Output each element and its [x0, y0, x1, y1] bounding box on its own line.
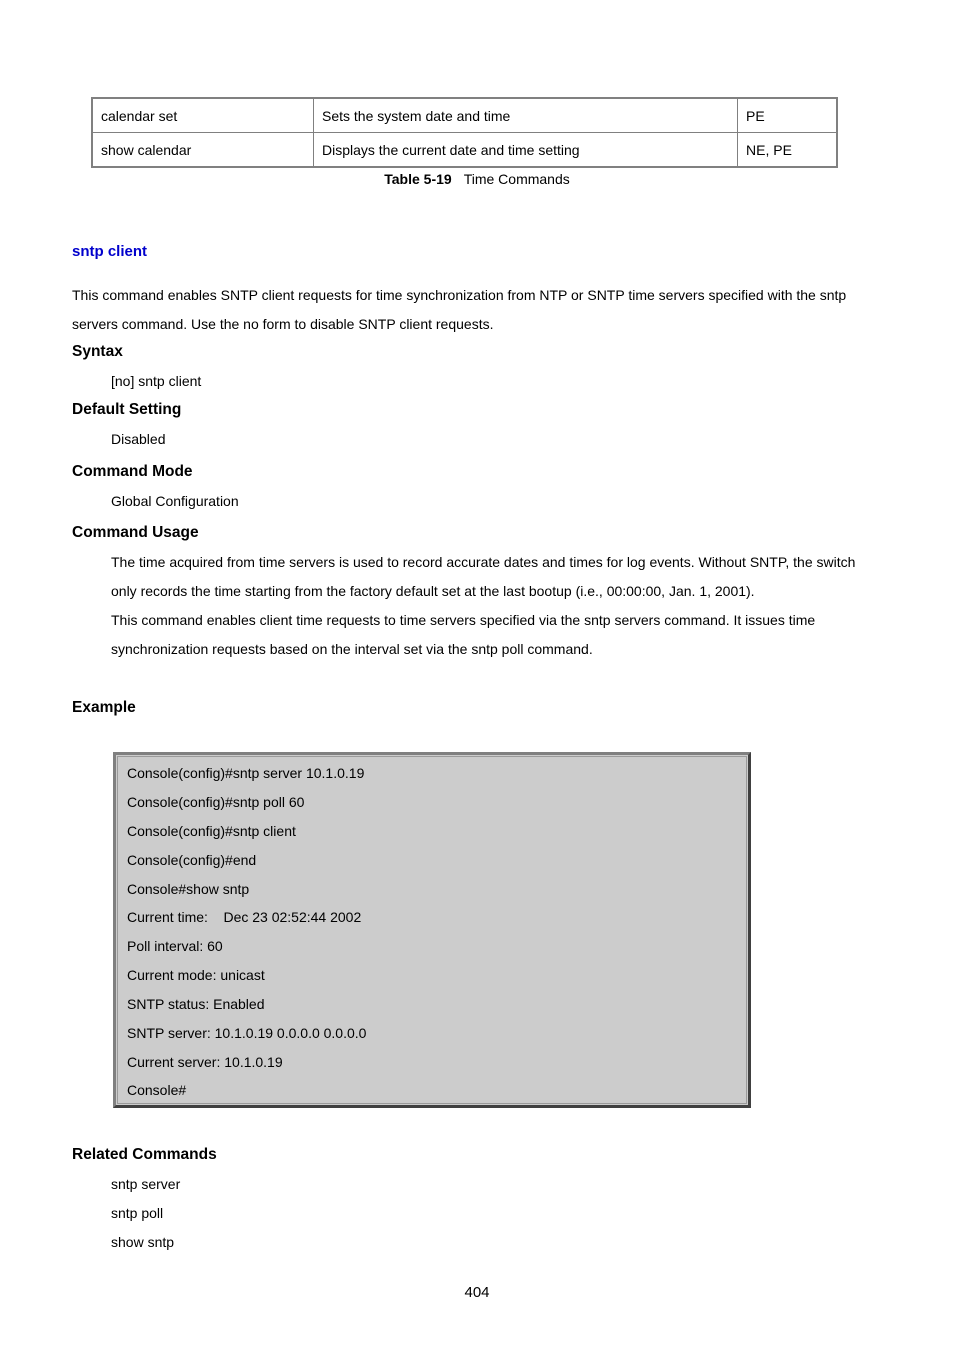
- console-inner: [117, 756, 747, 1104]
- table-row: [92, 133, 837, 168]
- usage-heading: Command Usage: [72, 524, 199, 541]
- function-cell: Displays the current date and time setting: [314, 133, 738, 168]
- description-line: This command enables SNTP client requests for time synchronization from NTP or SNTP time servers specified with the sntp: [72, 287, 847, 303]
- console-line: Current mode: unicast: [127, 967, 265, 983]
- mode-cell: PE: [738, 98, 838, 133]
- syntax-heading: Syntax: [72, 343, 123, 360]
- console-line: Current time: Dec 23 02:52:44 2002: [127, 909, 362, 925]
- command-cell: show calendar: [92, 133, 314, 168]
- page-number: 404: [464, 1284, 490, 1301]
- related-item: sntp poll: [111, 1205, 164, 1221]
- console-example-box: [113, 752, 751, 1108]
- related-heading: Related Commands: [72, 1146, 217, 1163]
- related-item: show sntp: [111, 1234, 175, 1250]
- table-row: [92, 98, 837, 133]
- syntax-text: [no] sntp client: [111, 373, 202, 389]
- caption-label: Table 5-19: [384, 171, 452, 187]
- console-line: Console#: [127, 1082, 187, 1098]
- console-line: Poll interval: 60: [127, 938, 223, 954]
- description-line: servers command. Use the no form to disable SNTP client requests.: [72, 316, 494, 332]
- usage-text: [111, 548, 891, 664]
- console-line: Console#show sntp: [127, 881, 250, 897]
- console-line: Console(config)#sntp server 10.1.0.19: [127, 765, 365, 781]
- usage-line: only records the time starting from the factory default set at the last bootup (i.e., 00:00:00, Jan. 1, 2001).: [111, 583, 755, 599]
- usage-line: synchronization requests based on the interval set via the sntp poll command.: [111, 641, 593, 657]
- example-heading: Example: [72, 699, 136, 716]
- console-line: Console(config)#end: [127, 852, 257, 868]
- table-caption: [0, 171, 954, 187]
- console-line: Current server: 10.1.0.19: [127, 1054, 283, 1070]
- console-line: SNTP server: 10.1.0.19 0.0.0.0 0.0.0.0: [127, 1025, 367, 1041]
- command-cell: calendar set: [92, 98, 314, 133]
- console-line: Console(config)#sntp poll 60: [127, 794, 305, 810]
- console-line: Console(config)#sntp client: [127, 823, 296, 839]
- console-line: SNTP status: Enabled: [127, 996, 265, 1012]
- related-item: sntp server: [111, 1176, 181, 1192]
- usage-line: This command enables client time requests to time servers specified via the sntp servers command. It issues time: [111, 612, 816, 628]
- caption-text: Time Commands: [463, 171, 570, 187]
- mode-heading: Command Mode: [72, 463, 193, 480]
- default-heading: Default Setting: [72, 401, 182, 418]
- section-title: sntp client: [72, 243, 148, 260]
- mode-cell: NE, PE: [738, 133, 838, 168]
- mode-text: Global Configuration: [111, 493, 239, 509]
- time-commands-table: [91, 97, 838, 168]
- default-text: Disabled: [111, 431, 166, 447]
- description: [72, 281, 892, 339]
- function-cell: Sets the system date and time: [314, 98, 738, 133]
- usage-line: The time acquired from time servers is used to record accurate dates and times for log events. Without SNTP, the switch: [111, 554, 856, 570]
